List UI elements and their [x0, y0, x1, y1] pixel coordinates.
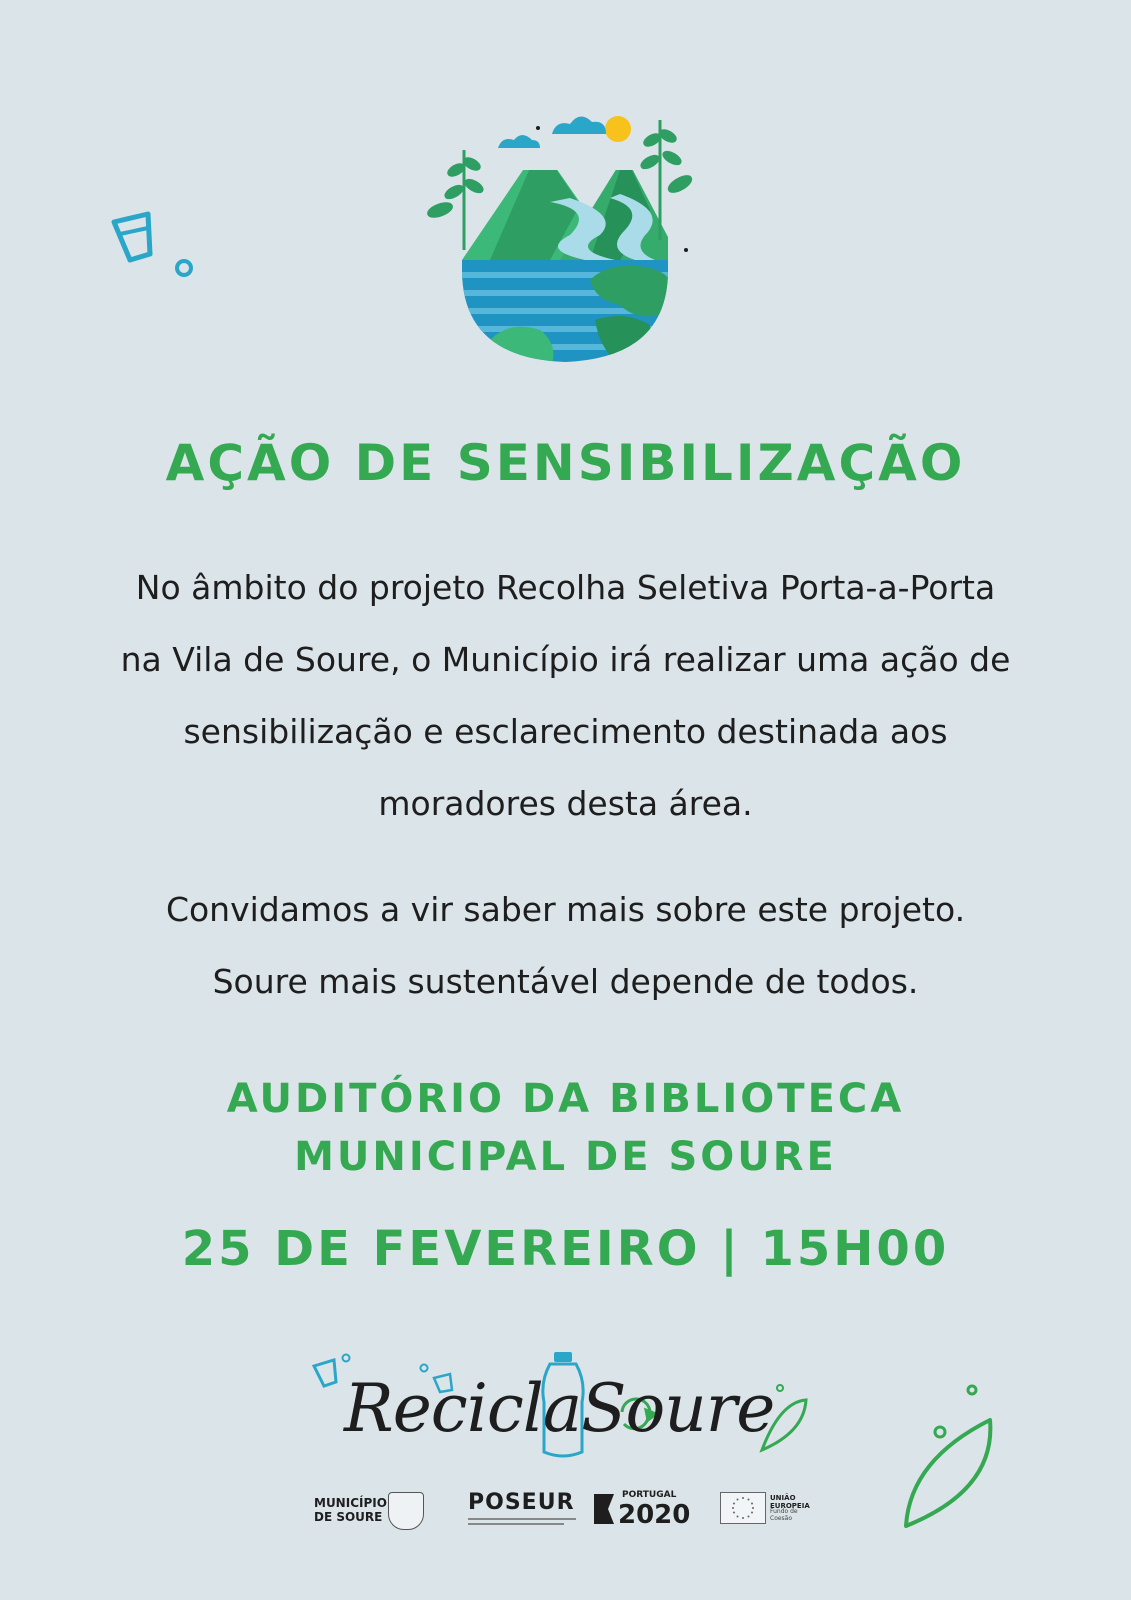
coat-of-arms-icon: [388, 1492, 424, 1530]
invitation-paragraph: [60, 874, 1071, 1018]
logo-text: POSEUR: [468, 1490, 575, 1515]
logo-subtitle-bar: [468, 1518, 576, 1520]
logo-text: MUNICÍPIO: [314, 1496, 387, 1510]
portugal-2020-mark-icon: [594, 1494, 614, 1524]
text-line: No âmbito do projeto Recolha Seletiva Porta-a-Porta: [135, 568, 996, 607]
sponsor-logos: [310, 1488, 820, 1532]
eu-flag-icon: [720, 1492, 766, 1524]
logo-text: PORTUGAL: [622, 1490, 677, 1500]
portugal-2020-logo: [594, 1488, 704, 1532]
venue-line: AUDITÓRIO DA BIBLIOTECA: [226, 1076, 905, 1122]
recicla-soure-logo: [310, 1352, 820, 1462]
text-line: na Vila de Soure, o Município irá realizar uma ação de: [120, 640, 1011, 679]
logo-text: 2020: [618, 1500, 691, 1530]
brand-name: ReciclaSoure: [344, 1370, 775, 1447]
page-title: AÇÃO DE SENSIBILIZAÇÃO: [165, 434, 966, 492]
municipio-soure-logo: [310, 1488, 428, 1532]
uniao-europeia-logo: [720, 1488, 820, 1532]
text-line: moradores desta área.: [378, 784, 753, 823]
leaf-icon: [900, 1380, 1020, 1540]
cup-icon: [108, 208, 208, 288]
text-line: Convidamos a vir saber mais sobre este projeto.: [165, 890, 966, 929]
text-line: sensibilização e esclarecimento destinada aos: [183, 712, 948, 751]
logo-text: Fundo de Coesão: [770, 1508, 798, 1522]
text-line: Soure mais sustentável depende de todos.: [212, 962, 919, 1001]
logo-text: DE SOURE: [314, 1510, 383, 1524]
venue: [0, 1070, 1131, 1186]
intro-paragraph: [60, 552, 1071, 840]
mountain-lake-illustration: [420, 110, 710, 380]
event-datetime: 25 DE FEVEREIRO | 15H00: [181, 1221, 950, 1277]
poseur-logo: [468, 1488, 576, 1532]
logo-subtitle-bar: [468, 1523, 564, 1525]
logo-text: UNIÃO EUROPEIA: [770, 1494, 810, 1510]
venue-line: MUNICIPAL DE SOURE: [294, 1134, 837, 1180]
